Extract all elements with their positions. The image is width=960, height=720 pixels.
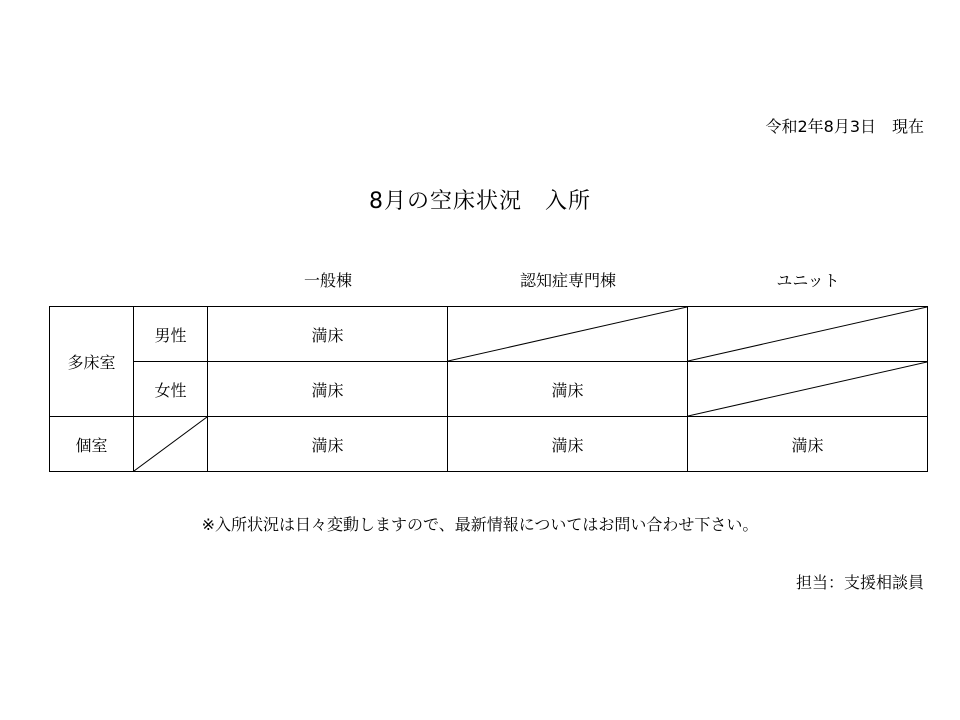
- row-label-male: 男性: [134, 307, 208, 362]
- row-label-private: 個室: [50, 417, 134, 472]
- bed-status-table: [49, 306, 928, 472]
- column-header-dementia: 認知症専門棟: [519, 271, 616, 290]
- not-applicable-slash: [688, 307, 927, 361]
- table-row-private: [50, 417, 928, 472]
- column-header-general: 一般棟: [303, 271, 352, 290]
- not-applicable-slash: [134, 417, 207, 471]
- table-row-multi-bed-female: [50, 362, 928, 417]
- inquiry-note: ※入所状況は日々変動しますので、最新情報についてはお問い合わせ下さい。: [201, 515, 759, 534]
- cell-male-dementia-na: [448, 307, 688, 362]
- row-label-multi-bed: 多床室: [50, 307, 134, 417]
- date-line: 令和2年8月3日 現在: [765, 117, 924, 136]
- cell-female-general: 満床: [208, 362, 448, 417]
- page-title: 8月の空床状況 入所: [369, 189, 591, 214]
- cell-male-general: 満床: [208, 307, 448, 362]
- cell-private-gender-na: [134, 417, 208, 472]
- table-row-multi-bed-male: [50, 307, 928, 362]
- cell-private-general: 満床: [208, 417, 448, 472]
- cell-female-unit-na: [688, 362, 928, 417]
- column-header-unit: ユニット: [776, 271, 840, 290]
- not-applicable-slash: [448, 307, 687, 361]
- cell-private-unit: 満床: [688, 417, 928, 472]
- row-label-female: 女性: [134, 362, 208, 417]
- cell-male-unit-na: [688, 307, 928, 362]
- cell-female-dementia: 満床: [448, 362, 688, 417]
- cell-private-dementia: 満床: [448, 417, 688, 472]
- contact-person: 担当：支援相談員: [795, 573, 924, 592]
- not-applicable-slash: [688, 362, 927, 416]
